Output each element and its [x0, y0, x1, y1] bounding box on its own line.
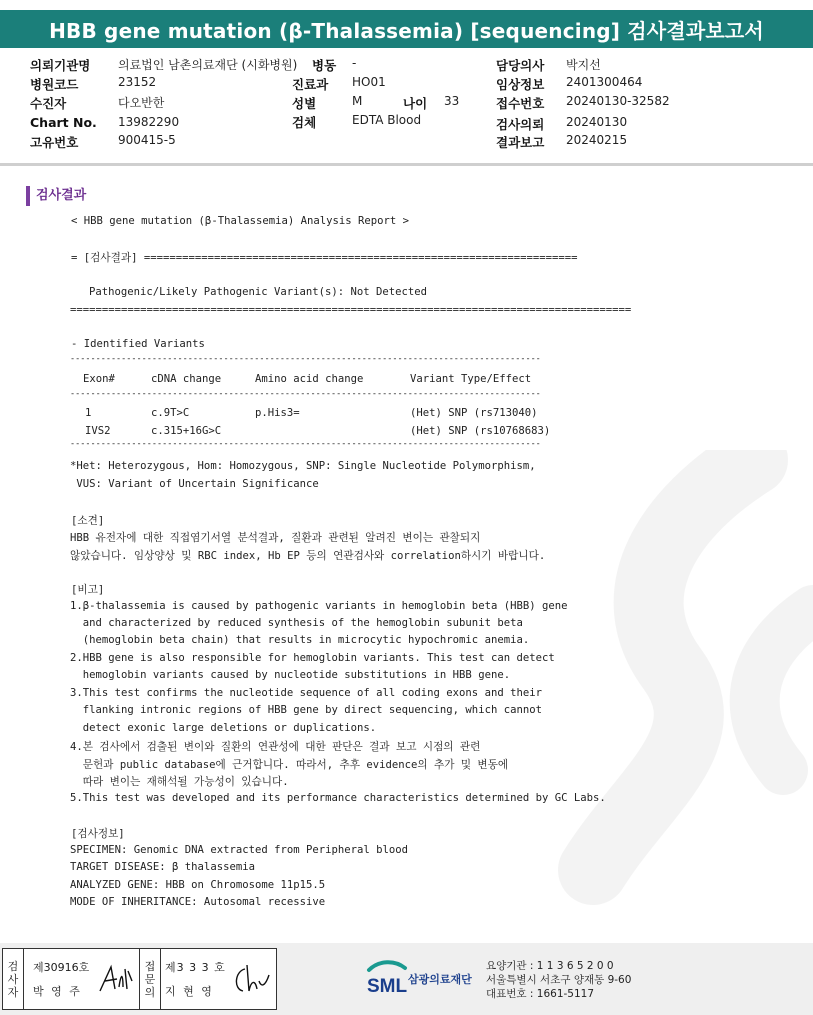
- result-summary: Pathogenic/Likely Pathogenic Variant(s): Not Detected: [89, 286, 428, 298]
- header-value: 20240130-32582: [566, 94, 670, 108]
- rule-line: --------------------------------------------------------------------------------------------: [70, 354, 541, 364]
- header-label: 성별: [292, 96, 317, 111]
- header-divider: [0, 163, 813, 166]
- note-line: 문헌과 public database에 근거합니다. 따라서, 추후 evidence의 추가 및 변동에: [70, 759, 509, 771]
- note-line: and characterized by reduced synthesis of the hemoglobin subunit beta: [70, 617, 523, 629]
- footer-contact: [486, 959, 631, 1001]
- abbreviations: *Het: Heterozygous, Hom: Homozygous, SNP: Single Nucleotide Polymorphism,: [70, 460, 536, 472]
- header-label: 임상정보: [496, 77, 545, 92]
- section-title: 검사결과: [26, 186, 86, 206]
- variant-cell: IVS2: [85, 425, 111, 437]
- consultant-signature-image: [229, 961, 271, 997]
- header-label: 접수번호: [496, 96, 545, 111]
- consultant-license: 제3 3 3 호: [165, 961, 226, 974]
- rule-line: --------------------------------------------------------------------------------------------: [70, 389, 541, 399]
- info-line: SPECIMEN: Genomic DNA extracted from Peripheral blood: [70, 844, 409, 856]
- header-label: 수진자: [30, 96, 67, 111]
- note-line: 4.본 검사에서 검출된 변이와 질환의 연관성에 대한 판단은 결과 보고 시점의 관련: [70, 741, 481, 753]
- header-value: 다오반한: [118, 96, 165, 110]
- sml-logo-text: SML: [367, 976, 408, 997]
- header-value: 20240215: [566, 133, 628, 147]
- report-title: HBB gene mutation (β-Thalassemia) [sequencing] 검사결과보고서: [0, 10, 813, 48]
- facility-code: 요양기관 : 1 1 3 6 5 2 0 0: [486, 960, 614, 972]
- header-value: 의료법인 남촌의료재단 (시화병원): [118, 58, 298, 72]
- header-value: 20240130: [566, 115, 628, 129]
- examiner-label-char: 자: [7, 985, 19, 999]
- header-value: 13982290: [118, 115, 180, 129]
- note-line: hemoglobin variants caused by nucleotide substitutions in HBB gene.: [70, 669, 511, 681]
- examiner-name: 박 영 주: [33, 985, 82, 998]
- opinion-text: 않았습니다. 임상양상 및 RBC index, Hb EP 등의 연관검사와 correlation하시기 바랍니다.: [70, 550, 546, 562]
- header-label: 병동: [312, 58, 337, 73]
- info-line: MODE OF INHERITANCE: Autosomal recessive: [70, 896, 326, 908]
- note-line: 2.HBB gene is also responsible for hemoglobin variants. This test can detect: [70, 652, 555, 664]
- signature-box: [2, 948, 277, 1010]
- address: 서울특별시 서초구 양재동 9-60: [486, 974, 632, 986]
- opinion-header: [소견]: [71, 515, 105, 527]
- notes-header: [비고]: [71, 584, 105, 596]
- rule-line: ========================================================================================: [70, 304, 632, 316]
- variant-cell: (Het) SNP (rs713040): [410, 407, 538, 419]
- header-label: 검사의뢰: [496, 117, 545, 132]
- header-value: EDTA Blood: [352, 113, 422, 127]
- note-line: (hemoglobin beta chain) that results in microcytic hypochromic anemia.: [70, 634, 530, 646]
- header-label: 고유번호: [30, 135, 79, 150]
- result-header: = [검사결과] ====================================================================: [71, 252, 578, 264]
- consultant-label: [139, 949, 161, 1009]
- header-label: 의뢰기관명: [30, 58, 91, 73]
- column-header: Amino acid change: [255, 373, 364, 385]
- variant-cell: c.9T>C: [151, 407, 190, 419]
- header-value: 박지선: [566, 58, 601, 72]
- abbreviations: VUS: Variant of Uncertain Significance: [70, 478, 319, 490]
- info-header: [검사정보]: [71, 828, 125, 840]
- patient-header: [0, 56, 813, 156]
- header-label: Chart No.: [30, 115, 97, 130]
- examiner-license: 제30916호: [33, 961, 90, 974]
- examiner-label-char: 사: [7, 972, 19, 986]
- header-label: 병원코드: [30, 77, 79, 92]
- opinion-text: HBB 유전자에 대한 직접염기서열 분석결과, 질환과 관련된 알려진 변이는 관찰되지: [70, 532, 481, 544]
- header-value: 900415-5: [118, 133, 176, 147]
- header-value: M: [352, 94, 363, 108]
- header-value: HO01: [352, 75, 386, 89]
- header-value: 23152: [118, 75, 157, 89]
- variant-cell: (Het) SNP (rs10768683): [410, 425, 551, 437]
- variants-header: - Identified Variants: [71, 338, 205, 350]
- rule-line: --------------------------------------------------------------------------------------------: [70, 439, 541, 449]
- header-label: 담당의사: [496, 58, 545, 73]
- consultant-label-char: 의: [144, 985, 156, 999]
- variant-cell: 1: [85, 407, 92, 419]
- info-line: ANALYZED GENE: HBB on Chromosome 11p15.5: [70, 879, 326, 891]
- note-line: 따라 변이는 재해석될 가능성이 있습니다.: [70, 776, 289, 788]
- note-line: 3.This test confirms the nucleotide sequence of all coding exons and their: [70, 687, 542, 699]
- consultant-name: 지 현 영: [165, 985, 214, 998]
- header-label: 검체: [292, 115, 317, 130]
- examiner-label: [3, 949, 24, 1009]
- header-value: 33: [444, 94, 460, 108]
- info-line: TARGET DISEASE: β thalassemia: [70, 861, 255, 873]
- column-header: cDNA change: [151, 373, 222, 385]
- header-label: 나이: [403, 96, 428, 111]
- note-line: 5.This test was developed and its performance characteristics determined by GC Labs.: [70, 792, 606, 804]
- org-name: 삼광의료재단: [408, 973, 472, 986]
- sml-logo-mark-icon: [365, 958, 409, 1000]
- note-line: detect exonic large deletions or duplications.: [70, 722, 377, 734]
- report-heading: < HBB gene mutation (β-Thalassemia) Analysis Report >: [71, 215, 410, 227]
- column-header: Exon#: [83, 373, 115, 385]
- phone-number: 대표번호 : 1661-5117: [486, 988, 595, 1000]
- examiner-label-char: 검: [7, 959, 19, 973]
- consultant-label-char: 접: [144, 959, 156, 973]
- header-value: -: [352, 56, 357, 70]
- sml-watermark-graphic: [553, 450, 813, 930]
- header-value: 2401300464: [566, 75, 643, 89]
- examiner-signature-image: [97, 961, 135, 997]
- variant-cell: p.His3=: [255, 407, 300, 419]
- header-label: 결과보고: [496, 135, 545, 150]
- note-line: flanking intronic regions of HBB gene by direct sequencing, which cannot: [70, 704, 542, 716]
- column-header: Variant Type/Effect: [410, 373, 532, 385]
- header-label: 진료과: [292, 77, 329, 92]
- consultant-label-char: 문: [144, 972, 156, 986]
- note-line: 1.β-thalassemia is caused by pathogenic variants in hemoglobin beta (HBB) gene: [70, 600, 568, 612]
- variant-cell: c.315+16G>C: [151, 425, 222, 437]
